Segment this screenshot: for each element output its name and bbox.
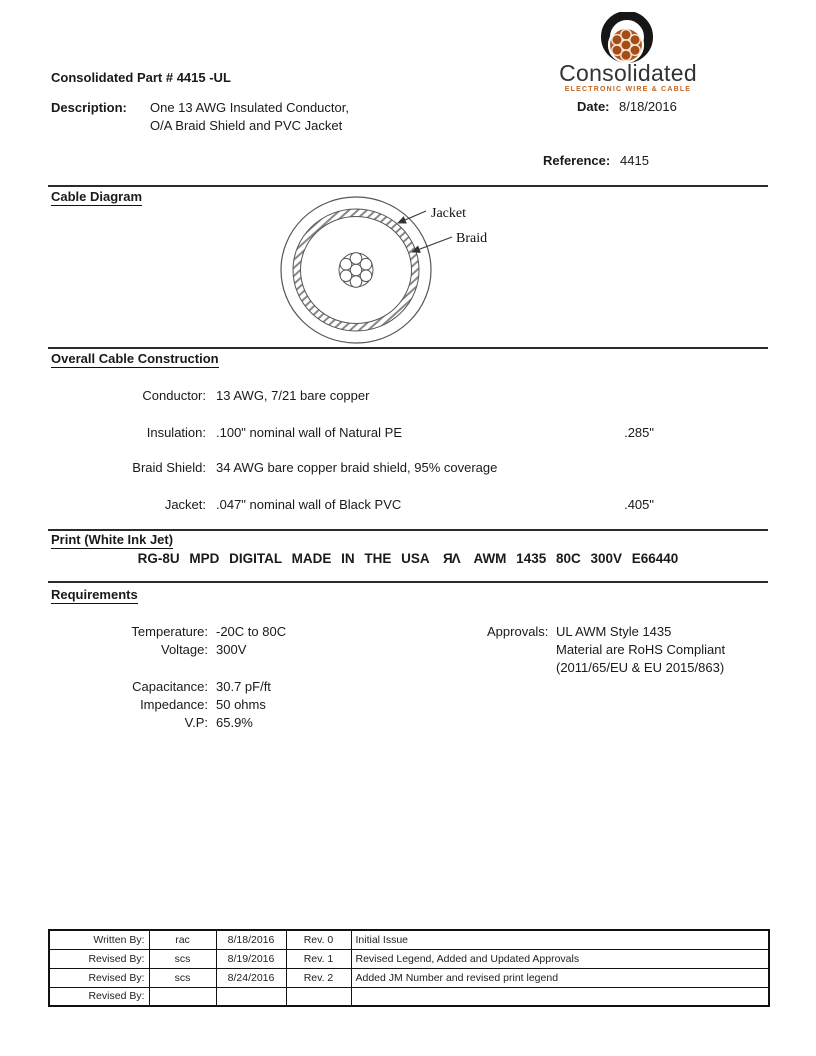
divider — [48, 185, 768, 187]
description-line-1: One 13 AWG Insulated Conductor, — [150, 100, 349, 115]
revision-by-cell: Revised By: — [49, 968, 149, 987]
revision-table — [48, 929, 770, 1007]
construction-label: Insulation: — [146, 425, 206, 440]
requirement-label: Temperature: — [131, 624, 208, 639]
requirement-label: Capacitance: — [132, 679, 208, 694]
construction-label: Conductor: — [142, 388, 206, 403]
logo-tagline: ELECTRONIC WIRE & CABLE — [564, 86, 692, 93]
description-label: Description: — [51, 100, 127, 115]
logo-wordmark: Consolidated — [559, 60, 697, 86]
construction-value: .047" nominal wall of Black PVC — [216, 497, 402, 512]
approvals-label: Approvals: — [487, 624, 549, 639]
revision-date-cell — [216, 987, 286, 1006]
heading-print: Print (White Ink Jet) — [51, 532, 174, 547]
approval-line: Material are RoHS Compliant — [556, 642, 726, 657]
cable-cross-section-diagram — [0, 192, 816, 350]
construction-value: 13 AWG, 7/21 bare copper — [216, 388, 370, 403]
revision-row — [49, 949, 769, 968]
requirement-value: 65.9% — [216, 715, 253, 730]
requirement-value: 300V — [216, 642, 247, 657]
construction-od: .285" — [624, 425, 654, 440]
reference-label: Reference: — [543, 153, 611, 168]
revision-date-cell: 8/24/2016 — [216, 968, 286, 987]
revision-rev-cell — [286, 987, 351, 1006]
revision-rev-cell: Rev. 2 — [286, 968, 351, 987]
revision-row — [49, 968, 769, 987]
construction-od: .405" — [624, 497, 654, 512]
requirement-label: V.P: — [184, 715, 208, 730]
revision-row — [49, 987, 769, 1006]
part-number-title: Consolidated Part # 4415 -UL — [51, 70, 231, 85]
divider — [48, 529, 768, 531]
ul-recognized-component-mark: ЯΛ — [442, 551, 460, 566]
revision-note-cell: Initial Issue — [351, 930, 769, 949]
revision-rev-cell: Rev. 0 — [286, 930, 351, 949]
requirement-label: Impedance: — [140, 697, 208, 712]
revision-rev-cell: Rev. 1 — [286, 949, 351, 968]
date-value: 8/18/2016 — [619, 99, 677, 114]
braid-label: Braid — [456, 231, 488, 246]
requirement-value: 30.7 pF/ft — [216, 679, 271, 694]
requirement-label: Voltage: — [161, 642, 208, 657]
print-legend-suffix: AWM 1435 80C 300V E66440 — [473, 551, 679, 566]
revision-by-cell: Written By: — [49, 930, 149, 949]
heading-requirements: Requirements — [51, 587, 138, 602]
divider — [48, 581, 768, 583]
revision-date-cell: 8/18/2016 — [216, 930, 286, 949]
heading-overall-construction: Overall Cable Construction — [51, 351, 219, 366]
construction-value: .100" nominal wall of Natural PE — [216, 425, 402, 440]
heading-cable-diagram: Cable Diagram — [51, 189, 143, 204]
revision-initials-cell — [149, 987, 216, 1006]
requirement-value: -20C to 80C — [216, 624, 287, 639]
requirement-value: 50 ohms — [216, 697, 266, 712]
approval-line: UL AWM Style 1435 — [556, 624, 672, 639]
construction-value: 34 AWG bare copper braid shield, 95% coverage — [216, 460, 498, 475]
revision-row — [49, 930, 769, 949]
print-legend-prefix: RG-8U MPD DIGITAL MADE IN THE USA — [137, 551, 430, 566]
revision-note-cell: Revised Legend, Added and Updated Approvals — [351, 949, 769, 968]
logo-strands — [612, 30, 640, 61]
construction-label: Braid Shield: — [132, 460, 206, 475]
description-line-2: O/A Braid Shield and PVC Jacket — [150, 118, 343, 133]
revision-note-cell: Added JM Number and revised print legend — [351, 968, 769, 987]
construction-label: Jacket: — [164, 497, 206, 512]
revision-by-cell: Revised By: — [49, 987, 149, 1006]
revision-by-cell: Revised By: — [49, 949, 149, 968]
revision-note-cell — [351, 987, 769, 1006]
conductor-strands — [339, 253, 373, 288]
print-legend — [0, 551, 816, 566]
revision-date-cell: 8/19/2016 — [216, 949, 286, 968]
reference-value: 4415 — [620, 153, 649, 168]
jacket-label: Jacket — [431, 206, 466, 221]
revision-initials-cell: rac — [149, 930, 216, 949]
divider — [48, 347, 768, 349]
revision-initials-cell: scs — [149, 949, 216, 968]
date-label: Date: — [577, 99, 610, 114]
approval-line: (2011/65/EU & EU 2015/863) — [556, 660, 725, 675]
revision-initials-cell: scs — [149, 968, 216, 987]
